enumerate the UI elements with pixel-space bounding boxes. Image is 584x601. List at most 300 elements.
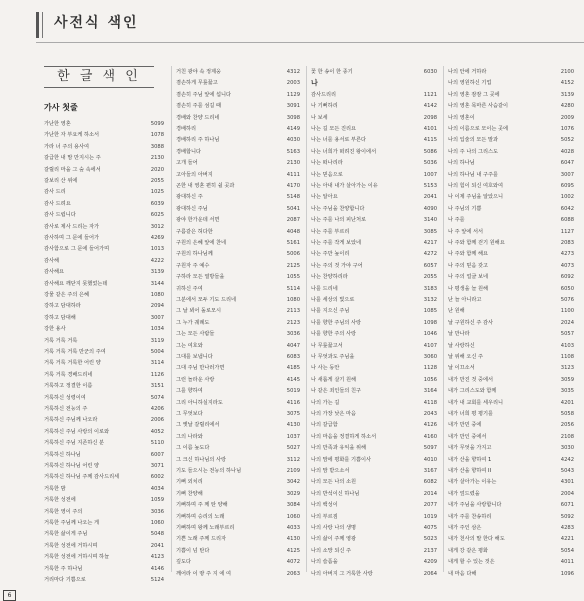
entry-title: 날 위해 오신 주 bbox=[448, 354, 484, 360]
entry-number: 6050 bbox=[560, 285, 574, 292]
entry-title: 내가 주를 찬송하리 bbox=[448, 513, 492, 520]
entry-number: 3164 bbox=[423, 388, 437, 395]
entry-number: 1126 bbox=[150, 371, 164, 378]
entry-title: 나 사는 동안 bbox=[311, 365, 340, 372]
entry-number: 6039 bbox=[150, 200, 164, 207]
entry-number: 4206 bbox=[150, 406, 164, 412]
entry-number: 4242 bbox=[560, 456, 574, 463]
entry-title: 감사드리리 bbox=[311, 91, 337, 98]
entry-number: 4145 bbox=[286, 376, 300, 383]
entry-title: 나 bbox=[311, 79, 318, 88]
entry-number: 2077 bbox=[423, 502, 437, 509]
entry-title: 나는 주의 것 가야 구어 bbox=[311, 262, 363, 269]
index-entry bbox=[176, 568, 300, 581]
entry-number: 3085 bbox=[423, 228, 437, 235]
entry-number: 5027 bbox=[286, 445, 300, 452]
entry-title: 갈급한 내 맘 만지시는 주 bbox=[44, 155, 101, 162]
entry-number: 4011 bbox=[560, 559, 574, 566]
entry-title: 그는 모든 사람들 bbox=[176, 331, 215, 338]
entry-number: 1060 bbox=[150, 520, 164, 526]
entry-number: 1085 bbox=[423, 308, 437, 315]
entry-number: 5153 bbox=[423, 183, 437, 189]
entry-number: 6002 bbox=[150, 474, 164, 481]
entry-title: 기도 들으시는 전능의 하나님 bbox=[176, 468, 242, 474]
entry-title: 내가 산을 향하여 II bbox=[448, 468, 492, 474]
entry-number: 1100 bbox=[560, 308, 574, 315]
entry-title: 내가 천사의 말 한다 해도 bbox=[448, 536, 505, 543]
entry-title: 감사해요 깨닫지 못했었는데 bbox=[44, 280, 108, 287]
entry-title: 그분에서 모두 기도 드리네 bbox=[176, 297, 237, 303]
entry-number: 1121 bbox=[423, 91, 437, 98]
entry-number: 4149 bbox=[286, 126, 300, 132]
entry-number: 3112 bbox=[286, 456, 300, 463]
entry-number: 4103 bbox=[560, 342, 574, 349]
column-divider bbox=[306, 66, 307, 572]
entry-number: 3029 bbox=[286, 490, 300, 497]
entry-title: 나는 주를 나의 피난처로 bbox=[311, 217, 367, 224]
entry-title: 나는 아내 내가 살아가는 이유 bbox=[311, 183, 378, 189]
entry-title: 감사해 bbox=[44, 257, 60, 264]
entry-number: 2100 bbox=[560, 69, 574, 75]
entry-number: 1013 bbox=[150, 246, 164, 253]
entry-title: 기쁜 노래 주께 드리자 bbox=[176, 536, 227, 543]
entry-title: 거룩한 성전에 bbox=[44, 497, 76, 504]
entry-number: 4185 bbox=[286, 365, 300, 372]
entry-title: 그 이름 높도다 bbox=[176, 445, 210, 452]
entry-number: 4123 bbox=[150, 554, 164, 561]
entry-title: 경배하리 주 하나님 bbox=[176, 137, 220, 144]
entry-number: 3012 bbox=[150, 223, 164, 230]
entry-title: 나 주와 함께 걷기 원해요 bbox=[448, 240, 505, 246]
entry-title: 그런 놀라운 사랑 bbox=[176, 376, 215, 383]
entry-number: 2064 bbox=[423, 570, 437, 577]
entry-title: 거룩 거룩 거룩 bbox=[44, 337, 78, 344]
entry-title: 기뻐 찬양해 bbox=[176, 490, 203, 497]
entry-number: 3098 bbox=[286, 114, 300, 121]
entry-title: 나는 너를 용서로 부른다 bbox=[311, 137, 367, 144]
entry-number: 5148 bbox=[286, 194, 300, 201]
entry-number: 4222 bbox=[150, 257, 164, 264]
entry-title: 갈릴리 마을 그 숲 속에서 bbox=[44, 166, 101, 173]
entry-title: 구원의 은혜 앞에 찬네 bbox=[176, 240, 227, 246]
entry-number: 4130 bbox=[286, 536, 300, 543]
entry-number: 4052 bbox=[150, 428, 164, 435]
entry-number: 3140 bbox=[423, 217, 437, 224]
entry-number: 4170 bbox=[286, 183, 300, 189]
section-heading: 가사 첫줄 bbox=[44, 103, 78, 112]
entry-title: 구름같은 허다한 bbox=[176, 228, 213, 235]
entry-title: 깊도다 bbox=[176, 559, 192, 566]
entry-title: 나 이제 주님을 알았으니 bbox=[448, 194, 504, 201]
entry-title: 감사함으로 그 문에 들어가며 bbox=[44, 246, 110, 253]
entry-number: 2130 bbox=[150, 155, 164, 162]
entry-number: 2024 bbox=[560, 319, 574, 326]
entry-number: 1056 bbox=[423, 376, 437, 383]
entry-number: 5110 bbox=[150, 440, 164, 447]
entry-title: 나의 모든 나의 소원 bbox=[311, 479, 357, 486]
entry-number: 5161 bbox=[286, 240, 300, 246]
entry-number: 4301 bbox=[560, 479, 574, 486]
entry-number: 3139 bbox=[150, 269, 164, 276]
entry-title: 경배하리 bbox=[176, 126, 197, 132]
entry-title: 가라 너 주의 용사여 bbox=[44, 143, 90, 150]
entry-title: 나의 갈급함 bbox=[311, 422, 338, 429]
entry-title: 강하고 담대해 bbox=[44, 314, 76, 321]
entry-title: 가난한 영혼 bbox=[44, 121, 71, 127]
entry-number: 3132 bbox=[423, 297, 437, 303]
entry-title: 거룩한 주 하나님 bbox=[44, 565, 83, 572]
entry-number: 2063 bbox=[286, 570, 300, 577]
entry-title: 겸손하게 무릎꿇고 bbox=[176, 80, 218, 87]
entry-number: 5092 bbox=[560, 513, 574, 520]
entry-title: 그 무엇보다 bbox=[176, 411, 203, 417]
entry-number: 2123 bbox=[286, 319, 300, 326]
header-bar bbox=[36, 12, 39, 38]
entry-number: 4152 bbox=[560, 80, 574, 87]
entry-title: 거룩 거룩 거룩 만군의 주여 bbox=[44, 349, 106, 355]
entry-title: 감사 드려요 bbox=[44, 200, 71, 207]
entry-number: 3139 bbox=[560, 91, 574, 98]
entry-title: 나의 영혼 잠잠 그 곳에 bbox=[448, 91, 500, 98]
entry-number: 4116 bbox=[286, 399, 300, 406]
entry-title: 나를 지으신 주님 bbox=[311, 308, 350, 315]
entry-title: 내가 주님을 사랑합니다 bbox=[448, 502, 502, 509]
entry-title: 나의 가는 길 bbox=[311, 399, 340, 406]
entry-title: 거룩한 삶이게 주님 bbox=[44, 531, 88, 538]
entry-number: 3084 bbox=[286, 502, 300, 509]
entry-number: 1128 bbox=[423, 365, 437, 372]
entry-title: 구하라 모든 열방들을 bbox=[176, 274, 225, 281]
entry-number: 2087 bbox=[286, 217, 300, 224]
entry-number: 2020 bbox=[150, 166, 164, 173]
entry-title: 나의 힘이 되신 여호와여 bbox=[448, 183, 504, 189]
entry-title: 나를 향한 주님의 사랑 bbox=[311, 319, 362, 326]
entry-title: 가난한 자 부요케 하소서 bbox=[44, 132, 100, 139]
entry-title: 내가 내 교회를 세우리니 bbox=[448, 399, 504, 406]
entry-title: 나의 주 나의 그리스도 bbox=[448, 148, 499, 155]
entry-title: 거룩하신 전능의 주 bbox=[44, 406, 88, 412]
entry-number: 4033 bbox=[286, 525, 300, 531]
entry-number: 2125 bbox=[286, 262, 300, 269]
entry-number: 5057 bbox=[560, 331, 574, 338]
entry-title: 경배와 찬양 드리네 bbox=[176, 114, 220, 121]
entry-title: 나를 드리네 bbox=[311, 285, 338, 292]
entry-title: 나는 주를 작게 보았네 bbox=[311, 240, 362, 246]
entry-number: 4273 bbox=[560, 251, 574, 258]
entry-number: 4073 bbox=[560, 262, 574, 269]
entry-number: 4221 bbox=[560, 536, 574, 543]
entry-number: 4130 bbox=[286, 422, 300, 429]
entry-title: 기뻐하며 주 께 탄 양해 bbox=[176, 502, 228, 509]
entry-title: 날 사랑하신 bbox=[448, 342, 475, 349]
entry-title: 구원의 하나님께 bbox=[176, 251, 213, 258]
entry-number: 4217 bbox=[423, 240, 437, 246]
entry-number: 3036 bbox=[150, 508, 164, 515]
entry-number: 6088 bbox=[560, 217, 574, 224]
entry-title: 나 평생을 늘 원해 bbox=[448, 285, 489, 292]
entry-number: 4272 bbox=[423, 251, 437, 258]
entry-number: 2108 bbox=[560, 433, 574, 440]
entry-number: 4146 bbox=[150, 565, 164, 572]
entry-title: 꽃 한 송이 한 종기 bbox=[311, 69, 353, 75]
entry-title: 거룩한 주님께 나오는 게 bbox=[44, 520, 100, 526]
entry-number: 1034 bbox=[150, 326, 164, 333]
entry-number: 4126 bbox=[423, 422, 437, 429]
entry-number: 6092 bbox=[560, 274, 574, 281]
entry-title: 나 주님의 기쁨 bbox=[448, 205, 482, 212]
entry-number: 3036 bbox=[286, 331, 300, 338]
entry-title: 내 마음 다해 bbox=[448, 570, 477, 577]
entry-title: 거룩하신 주님 사랑의 이로와 bbox=[44, 428, 110, 435]
entry-title: 그를 향하여 bbox=[176, 388, 203, 395]
entry-title: 거룩 거룩 거룩한 어린 양 bbox=[44, 360, 101, 367]
entry-number: 3035 bbox=[560, 388, 574, 395]
entry-number: 4125 bbox=[286, 547, 300, 554]
entry-number: 2003 bbox=[286, 80, 300, 87]
entry-title: 난 원해 bbox=[448, 308, 465, 315]
entry-number: 5086 bbox=[423, 148, 437, 155]
entry-title: 나 기뻐하리 bbox=[311, 103, 338, 110]
entry-number: 2130 bbox=[286, 160, 300, 167]
entry-number: 5052 bbox=[560, 137, 574, 144]
column-divider bbox=[443, 66, 444, 572]
entry-title: 거룩하신 하나님 어린 양 bbox=[44, 463, 100, 469]
column-divider bbox=[171, 66, 172, 572]
entry-number: 2137 bbox=[423, 547, 437, 554]
entry-number: 1098 bbox=[423, 319, 437, 326]
entry-number: 3088 bbox=[150, 143, 164, 150]
entry-title: 곤한 내 영혼 편히 쉴 곳과 bbox=[176, 183, 235, 189]
entry-title: 나 주의 믿음 갖고 bbox=[448, 262, 489, 269]
entry-title: 나 주의 얼굴 보네 bbox=[448, 274, 489, 281]
entry-number: 2041 bbox=[150, 542, 164, 549]
entry-number: 4201 bbox=[560, 399, 574, 406]
entry-title: 그 크신 하나님의 사랑 bbox=[176, 456, 227, 463]
entry-title: 광대하신 주 bbox=[176, 194, 203, 201]
entry-title: 날 이끄소서 bbox=[448, 365, 475, 372]
entry-number: 2055 bbox=[150, 178, 164, 184]
entry-title: 나는 주만 높이리 bbox=[311, 251, 350, 258]
entry-number: 1046 bbox=[423, 331, 437, 338]
entry-title: 나 주를 bbox=[448, 217, 465, 224]
entry-number: 6071 bbox=[560, 502, 574, 509]
entry-number: 3042 bbox=[286, 479, 300, 486]
entry-title: 기뻐하며 승리의 노래 bbox=[176, 513, 225, 520]
entry-number: 2043 bbox=[423, 411, 437, 417]
entry-number: 5076 bbox=[560, 297, 574, 303]
entry-number: 1096 bbox=[560, 570, 574, 577]
entry-title: 그 옛날 갈릴리에서 bbox=[176, 422, 220, 429]
entry-title: 거룩하신 하나님 bbox=[44, 451, 81, 458]
entry-title: 거친 광야 속 정제웅 bbox=[176, 69, 222, 75]
entry-number: 4115 bbox=[423, 137, 437, 144]
entry-title: 거룩 거룩 경배드리네 bbox=[44, 371, 93, 378]
entry-title: 나의 영혼이 bbox=[448, 114, 475, 121]
entry-number: 3075 bbox=[286, 411, 300, 417]
entry-number: 5043 bbox=[560, 468, 574, 474]
entry-number: 2006 bbox=[150, 417, 164, 424]
entry-title: 나는 주님을 찬양합니다 bbox=[311, 205, 365, 212]
entry-title: 기뻐하며 왕께 노래부르리 bbox=[176, 525, 235, 531]
entry-number: 6057 bbox=[423, 262, 437, 269]
entry-number: 1019 bbox=[423, 513, 437, 520]
entry-number: 1127 bbox=[560, 228, 574, 235]
entry-number: 5097 bbox=[423, 445, 437, 452]
entry-title: 거룩하신 주님께 나오라 bbox=[44, 417, 98, 424]
entry-number: 2056 bbox=[560, 422, 574, 429]
entry-number: 5019 bbox=[286, 388, 300, 395]
entry-number: 2014 bbox=[423, 490, 437, 497]
entry-number: 4312 bbox=[286, 69, 300, 75]
entry-number: 3119 bbox=[150, 337, 164, 344]
entry-number: 6083 bbox=[286, 354, 300, 360]
entry-title: 나 보세 bbox=[311, 114, 328, 121]
entry-title: 거룩하신 하나님 주께 감사드리세 bbox=[44, 474, 120, 481]
entry-number: 4283 bbox=[560, 525, 574, 531]
index-title: 한 글 색 인 bbox=[44, 66, 154, 88]
entry-number: 6007 bbox=[150, 451, 164, 458]
entry-title: 강하고 담대하라 bbox=[44, 303, 81, 310]
entry-title: 거리마다 기쁨으로 bbox=[44, 577, 86, 583]
entry-title: 나의 하나님 bbox=[448, 160, 475, 167]
entry-number: 4160 bbox=[423, 433, 437, 440]
entry-number: 2004 bbox=[560, 490, 574, 497]
entry-title: 나의 반석이신 하나님 bbox=[311, 490, 360, 497]
entry-title: 그대를 보냅니다 bbox=[176, 354, 213, 360]
entry-title: 나 무릎꿇고서 bbox=[311, 342, 343, 349]
entry-number: 6025 bbox=[150, 212, 164, 219]
entry-title: 내가 너희 평 평기를 bbox=[448, 411, 494, 417]
entry-title: 나는 찬양하리라 bbox=[311, 274, 348, 281]
entry-title: 나의 안에 거하라 bbox=[448, 69, 487, 75]
entry-number: 3059 bbox=[560, 376, 574, 383]
entry-number: 4030 bbox=[286, 137, 300, 144]
entry-number: 5124 bbox=[150, 577, 164, 583]
entry-number: 4048 bbox=[286, 228, 300, 235]
header-rule bbox=[36, 42, 584, 43]
entry-number: 5099 bbox=[150, 121, 164, 127]
entry-title: 내가 산을 향하여 1 bbox=[448, 456, 492, 463]
entry-title: 겸손히 주님 앞에 섭니다 bbox=[176, 91, 232, 98]
entry-number: 5074 bbox=[150, 394, 164, 401]
entry-title: 나의 마음을 정결하게 하소서 bbox=[311, 433, 377, 440]
entry-number: 6042 bbox=[560, 205, 574, 212]
entry-title: 나는 떠나리라 bbox=[311, 160, 343, 167]
entry-title: 내게 강 같은 평화 bbox=[448, 547, 489, 554]
entry-number: 5114 bbox=[286, 285, 300, 292]
entry-title: 나의 영원하신 기업 bbox=[448, 80, 492, 87]
entry-title: 나의 영혼 목마른 사슴같이 bbox=[448, 103, 509, 110]
entry-title: 나의 부르짐 bbox=[311, 513, 338, 520]
entry-title: 광야 한가운데 서면 bbox=[176, 217, 220, 224]
entry-number: 1002 bbox=[560, 194, 574, 201]
entry-number: 5054 bbox=[560, 547, 574, 554]
entry-title: 나의 이름으로 모이는 곳에 bbox=[448, 126, 509, 132]
entry-title: 나는 길 모든 진리요 bbox=[311, 126, 357, 132]
entry-title: 감사해요 bbox=[44, 269, 65, 276]
entry-number: 5041 bbox=[286, 205, 300, 212]
entry-number: 6047 bbox=[560, 160, 574, 167]
entry-title: 나 주와 함께 해요 bbox=[448, 251, 489, 258]
entry-number: 6030 bbox=[423, 69, 437, 75]
entry-title: 내가 주인 삼은 bbox=[448, 525, 482, 531]
entry-number: 1060 bbox=[286, 513, 300, 520]
entry-title: 나의 하나님 내 구주를 bbox=[448, 171, 499, 178]
entry-title: 그리 아니하실지라도 bbox=[176, 399, 223, 406]
entry-title: 나의 만족과 유익을 위해 bbox=[311, 445, 367, 452]
entry-title: 내가 만진 것 중에서 bbox=[448, 376, 494, 383]
entry-number: 3071 bbox=[150, 463, 164, 469]
entry-number: 4107 bbox=[423, 342, 437, 349]
entry-title: 나는 알아요 bbox=[311, 194, 338, 201]
entry-number: 3114 bbox=[150, 360, 164, 367]
entry-title: 강한 용사 bbox=[44, 326, 66, 333]
entry-title: 감사 드리 bbox=[44, 189, 66, 196]
index-entry bbox=[311, 568, 437, 581]
entry-number: 6082 bbox=[423, 479, 437, 486]
entry-title: 거룩한 성전에 거하시며 bbox=[44, 542, 98, 549]
entry-number: 4075 bbox=[423, 525, 437, 531]
entry-number: 4028 bbox=[560, 148, 574, 155]
entry-title: 나의 맘 받으소서 bbox=[311, 468, 350, 474]
entry-number: 4010 bbox=[423, 456, 437, 463]
entry-number: 4101 bbox=[423, 126, 437, 132]
index-entry bbox=[448, 568, 574, 581]
entry-title: 나의 사랑 나의 생명 bbox=[311, 525, 357, 531]
entry-title: 겸손히 주를 섬길 때 bbox=[176, 103, 222, 110]
entry-number: 1037 bbox=[286, 433, 300, 440]
entry-number: 4118 bbox=[423, 399, 437, 406]
entry-title: 나의 가장 낮은 마음 bbox=[311, 411, 357, 417]
entry-number: 3030 bbox=[560, 445, 574, 452]
entry-title: 거룩하신 성령이여 bbox=[44, 394, 86, 401]
entry-title: 감사 드립니다 bbox=[44, 212, 76, 219]
entry-title: 거룩하신 주님 지존하신 분 bbox=[44, 440, 105, 447]
entry-title: 나의 삶이 주께 영광 bbox=[311, 536, 357, 543]
entry-title: 내가 살아가는 이유는 bbox=[448, 479, 497, 486]
entry-title: 나를 향한 주의 사랑 bbox=[311, 331, 357, 338]
entry-number: 1080 bbox=[150, 292, 164, 298]
entry-title: 나의 맘에 평화를 기쁨이사 bbox=[311, 456, 372, 463]
entry-title: 강물 같은 주의 은혜 bbox=[44, 292, 90, 298]
entry-title: 그는 여호와 bbox=[176, 342, 203, 349]
entry-title: 내가 만민 중에 bbox=[448, 422, 482, 429]
entry-title: 감사하며 그 문에 들어가 bbox=[44, 235, 100, 241]
entry-number: 4072 bbox=[286, 559, 300, 566]
entry-title: 나의 입술의 모든 말과 bbox=[448, 137, 499, 144]
entry-number: 4034 bbox=[150, 485, 164, 492]
entry-number: 2098 bbox=[423, 114, 437, 121]
entry-number: 1129 bbox=[286, 91, 300, 98]
entry-title: 거룩한 영이 주의 bbox=[44, 508, 83, 515]
entry-title: 갈보리 산 위에 bbox=[44, 178, 78, 184]
entry-title: 거룩한 밤 bbox=[44, 485, 66, 492]
entry-number: 2109 bbox=[286, 468, 300, 474]
index-entry bbox=[44, 574, 164, 587]
entry-number: 2009 bbox=[560, 114, 574, 121]
entry-number: 3007 bbox=[560, 171, 574, 178]
entry-number: 1108 bbox=[560, 354, 574, 360]
entry-number: 3091 bbox=[286, 103, 300, 110]
entry-title: 그 날 뵈어 돌로모시 bbox=[176, 308, 222, 315]
entry-title: 그 누가 궤례도 bbox=[176, 319, 210, 326]
entry-title: 나의 백성이 bbox=[311, 502, 338, 509]
entry-number: 3151 bbox=[150, 383, 164, 390]
entry-number: 5036 bbox=[423, 160, 437, 167]
entry-title: 나는 믿음으로 bbox=[311, 171, 343, 178]
entry-number: 2083 bbox=[560, 240, 574, 246]
entry-title: 난 늘 아니라고 bbox=[448, 297, 482, 303]
